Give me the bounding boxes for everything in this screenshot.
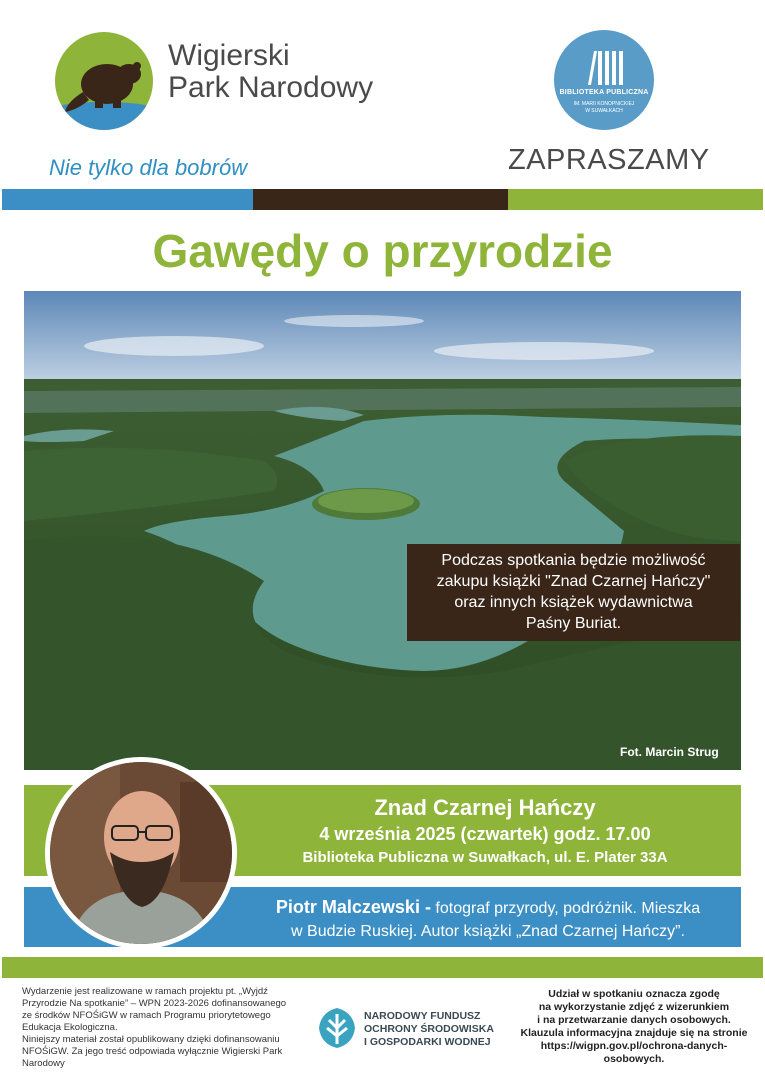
stripe-blue [2, 189, 253, 210]
tagline: Nie tylko dla bobrów [49, 155, 248, 180]
poster-title: Gawędy o przyrodzie [152, 225, 613, 277]
event-name: Znad Czarnej Hańczy [374, 795, 596, 820]
wigierski-park-logo [55, 32, 153, 130]
author-portrait [45, 757, 237, 949]
info-box: Podczas spotkania będzie możliwość zakupu książki "Znad Czarnej Hańczy" oraz innych książek wydawnictwa Paśny Buriat. [407, 544, 740, 641]
event-date: 4 września 2025 (czwartek) godz. 17.00 [319, 824, 651, 844]
nfosigw-logo-icon [317, 1006, 357, 1050]
stripe-green [508, 189, 763, 210]
author-description: Piotr Malczewski - fotograf przyrody, podróżnik. Mieszka w Budzie Ruskiej. Autor książki „Znad Czarnej Hańczy”. [275, 897, 701, 940]
library-logo: BIBLIOTEKA PUBLICZNA IM. MARII KONOPNICKIEJ W SUWAŁKACH [554, 30, 654, 130]
project-info: Wydarzenie jest realizowane w ramach projektu pt. „Wyjdź Przyrodzie Na spotkanie” – WPN 2023-2026 dofinansowanego ze środków NFOŚiGW w ramach Programu priorytetowego Edukacja Ekologiczna. Niniejszy materiał został opublikowany dzięki dofinansowaniu NFOŚiGW. Za jego treść odpowiada wyłącznie Wigierski Park Narodowy [22, 986, 287, 1069]
photo-credit: Fot. Marcin Strug [620, 745, 719, 759]
bottom-stripe [2, 957, 763, 978]
consent-info: Udział w spotkaniu oznacza zgodę na wykorzystanie zdjęć z wizerunkiem i na przetwarzanie danych osobowych. Klauzula informacyjna znajduje się na stronie https://wigpn.gov.pl/ochrona-danych- osobowych. [520, 988, 748, 1065]
beaver-icon [63, 52, 147, 122]
stripe-brown [253, 189, 508, 210]
event-place: Biblioteka Publiczna w Suwałkach, ul. E. Plater 33A [302, 849, 668, 866]
invite-heading: ZAPRASZAMY [508, 144, 710, 176]
person-icon [50, 762, 232, 944]
park-name: Wigierski Park Narodowy [168, 39, 374, 104]
lake-photo [24, 291, 741, 770]
books-icon [584, 45, 624, 87]
nfosigw-name: NARODOWY FUNDUSZ OCHRONY ŚRODOWISKA I GOSPODARKI WODNEJ [364, 1010, 494, 1048]
